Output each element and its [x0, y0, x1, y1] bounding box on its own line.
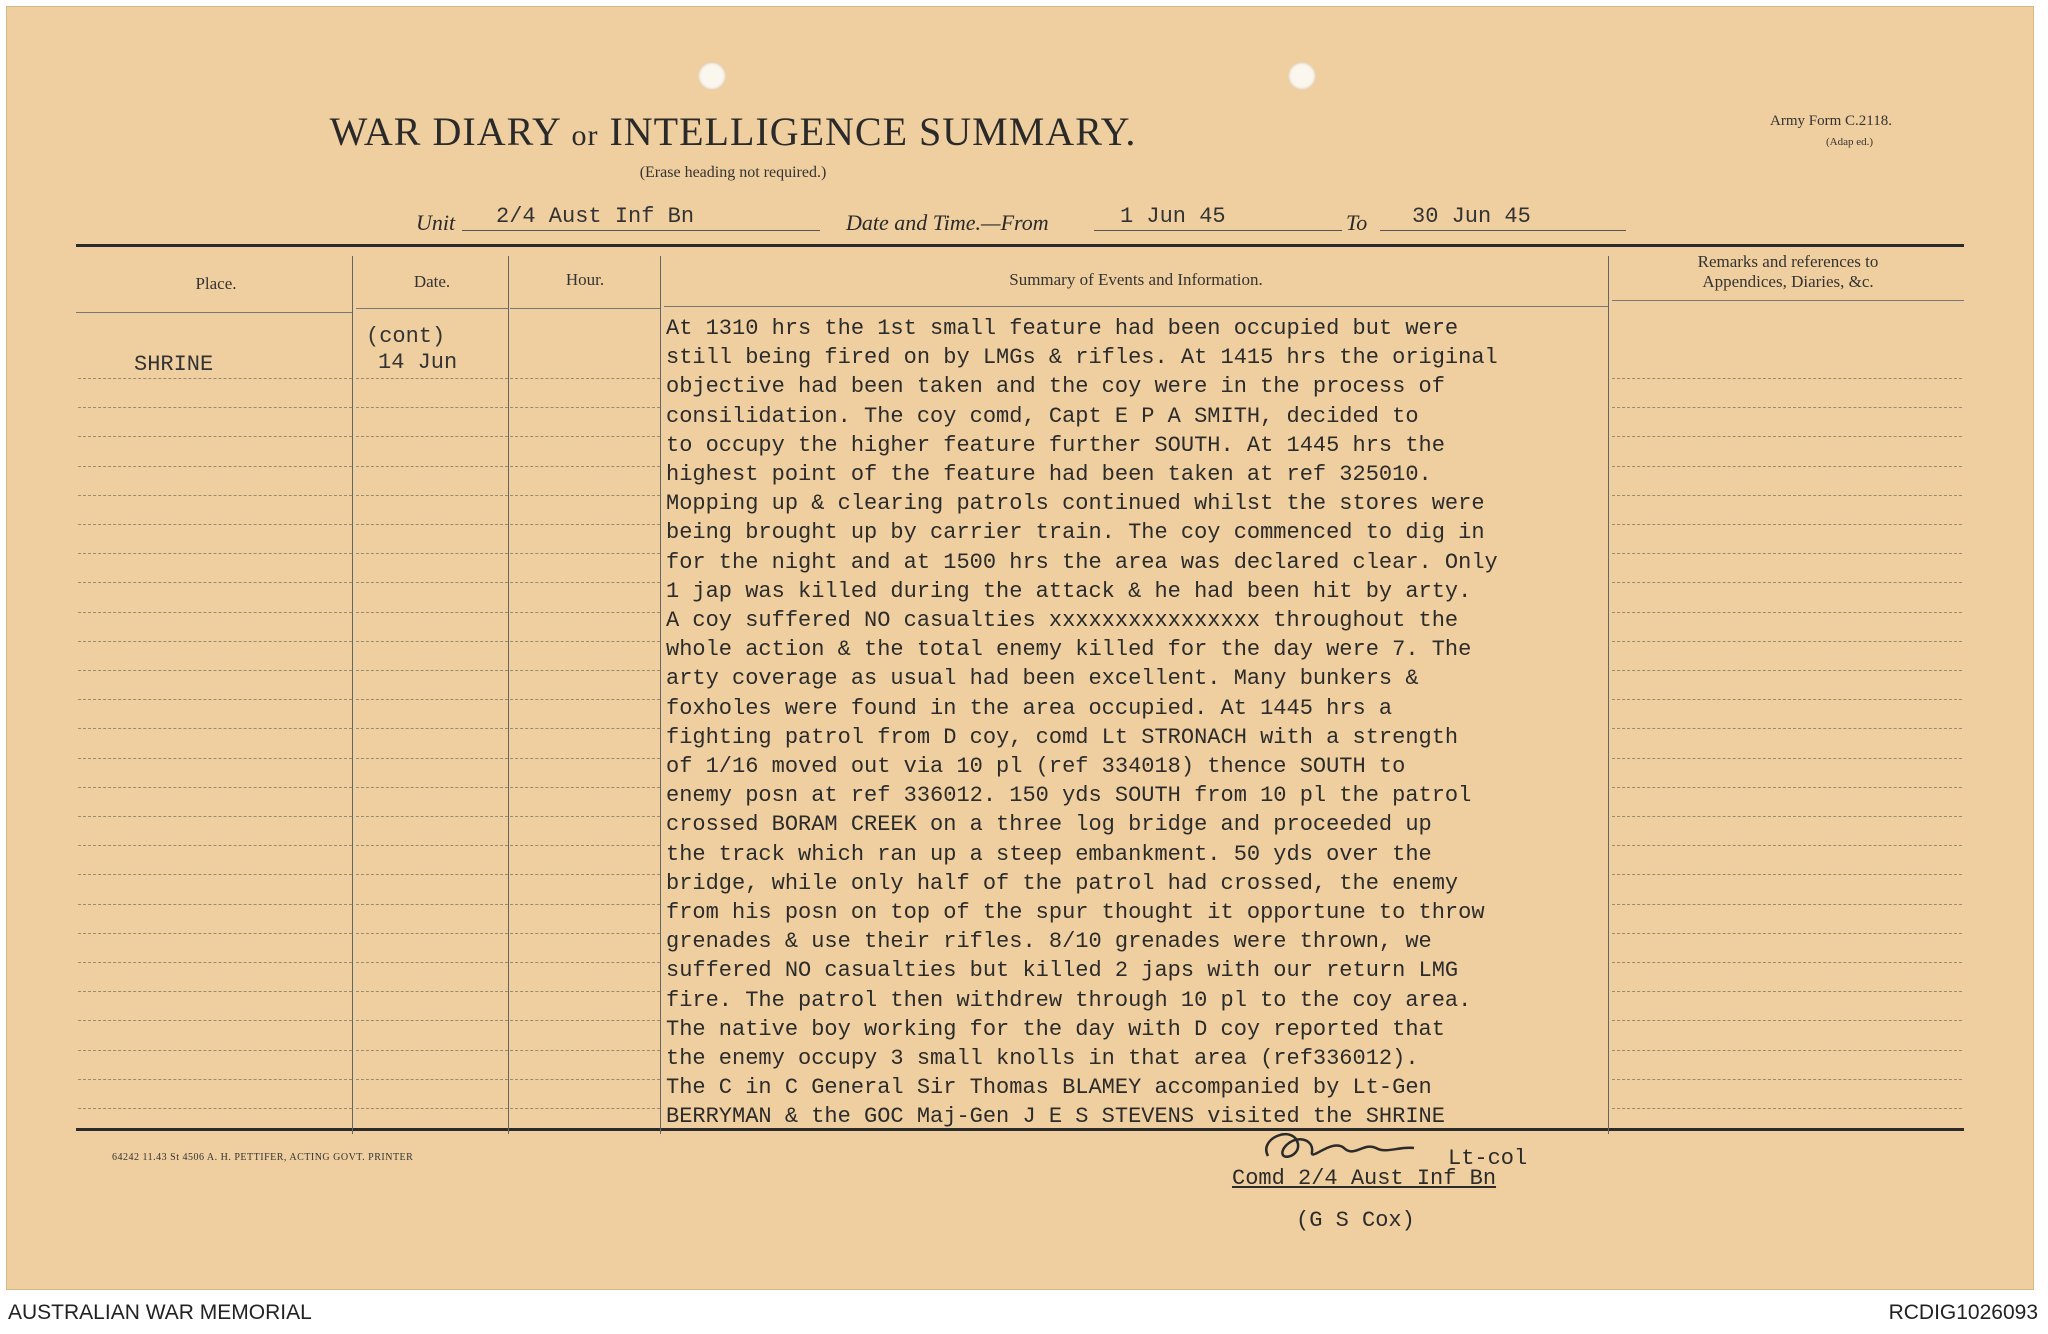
ruled-line [78, 1079, 352, 1080]
col-divider [508, 256, 509, 1134]
ruled-line [78, 378, 352, 379]
signature-name: (G S Cox) [1296, 1208, 1415, 1233]
ruled-line [78, 524, 352, 525]
ruled-line [356, 378, 508, 379]
ruled-line [1612, 670, 1962, 671]
ruled-line [1612, 553, 1962, 554]
ruled-line [356, 728, 508, 729]
header-place: Place. [195, 274, 237, 293]
to-label: To [1346, 210, 1368, 235]
unit-label: Unit [416, 210, 456, 235]
ruled-line [78, 904, 352, 905]
date-label: Date and Time.—From [846, 210, 1049, 235]
ruled-line [356, 495, 508, 496]
place-value: SHRINE [134, 352, 214, 377]
summary-line: Mopping up & clearing patrols continued whilst the stores were [666, 491, 1485, 517]
ruled-line [1612, 495, 1962, 496]
punch-hole [1288, 62, 1316, 90]
signature-comd: Comd 2/4 Aust Inf Bn [1232, 1166, 1497, 1191]
ruled-line [78, 1050, 352, 1051]
ruled-line [1612, 612, 1962, 613]
ruled-line [510, 436, 660, 437]
ruled-line [510, 378, 660, 379]
summary-line: A coy suffered NO casualties xxxxxxxxxxxxxxxx throughout the [666, 608, 1459, 634]
ruled-line [1612, 1020, 1962, 1021]
ruled-line [78, 495, 352, 496]
ruled-line [356, 904, 508, 905]
ruled-line [356, 407, 508, 408]
ruled-line [510, 904, 660, 905]
form-adapted: (Adap ed.) [1826, 136, 1874, 148]
ruled-line [1612, 962, 1962, 963]
header-date: Date. [413, 272, 451, 291]
ruled-line [78, 670, 352, 671]
ruled-line [510, 641, 660, 642]
summary-text [666, 314, 1626, 1132]
ruled-line [78, 962, 352, 963]
table-top-rule [76, 244, 1964, 247]
date-cont: (cont) [366, 324, 446, 349]
summary-line: bridge, while only half of the patrol had crossed, the enemy [666, 870, 1459, 896]
date-from: 1 Jun 45 [1120, 204, 1226, 229]
ruled-line [1612, 1079, 1962, 1080]
footer-right: RCDIG1026093 [1888, 1301, 2038, 1324]
ruled-line [356, 582, 508, 583]
ruled-line [510, 1079, 660, 1080]
summary-line: being brought up by carrier train. The coy commenced to dig in [666, 520, 1485, 546]
summary-line: arty coverage as usual had been excellent. Many bunkers & [666, 666, 1419, 692]
ruled-line [356, 1020, 508, 1021]
ruled-line [510, 524, 660, 525]
summary-line: to occupy the higher feature further SOUTH. At 1445 hrs the [666, 432, 1445, 458]
header-remarks-line2: Appendices, Diaries, &c. [1702, 272, 1874, 291]
ruled-line [356, 641, 508, 642]
ruled-line [78, 758, 352, 759]
ruled-line [1612, 845, 1962, 846]
col-divider [352, 256, 353, 1134]
ruled-line [510, 845, 660, 846]
ruled-line [1612, 466, 1962, 467]
ruled-line [510, 758, 660, 759]
ruled-line [1612, 699, 1962, 700]
header-rule [664, 306, 1608, 307]
summary-line: enemy posn at ref 336012. 150 yds SOUTH from 10 pl the patrol [666, 783, 1472, 809]
header-summary: Summary of Events and Information. [1009, 270, 1263, 289]
ruled-line [356, 933, 508, 934]
ruled-line [510, 466, 660, 467]
ruled-line [78, 991, 352, 992]
ruled-line [78, 612, 352, 613]
signature-rank: Lt-col [1448, 1146, 1528, 1171]
footer-left: AUSTRALIAN WAR MEMORIAL [8, 1301, 312, 1324]
ruled-line [510, 1050, 660, 1051]
date-value: 14 Jun [378, 350, 458, 375]
ruled-line [1612, 378, 1962, 379]
ruled-line [78, 1020, 352, 1021]
ruled-line [356, 612, 508, 613]
ruled-line [356, 787, 508, 788]
ruled-line [510, 874, 660, 875]
ruled-line [1612, 1108, 1962, 1109]
ruled-line [78, 933, 352, 934]
ruled-line [1612, 787, 1962, 788]
ruled-line [1612, 874, 1962, 875]
punch-hole [698, 62, 726, 90]
ruled-line [1612, 933, 1962, 934]
ruled-line [356, 845, 508, 846]
ruled-line [356, 1079, 508, 1080]
ruled-line [1612, 991, 1962, 992]
ruled-line [356, 524, 508, 525]
printer-imprint: 64242 11.43 St 4506 A. H. PETTIFER, ACTING GOVT. PRINTER [112, 1152, 414, 1163]
summary-line: At 1310 hrs the 1st small feature had been occupied but were [666, 316, 1459, 341]
summary-line: The C in C General Sir Thomas BLAMEY accompanied by Lt-Gen [666, 1075, 1432, 1101]
ruled-line [78, 436, 352, 437]
summary-line: fire. The patrol then withdrew through 10 pl to the coy area. [666, 987, 1472, 1013]
ruled-line [78, 845, 352, 846]
ruled-line [510, 787, 660, 788]
ruled-line [356, 466, 508, 467]
ruled-line [78, 816, 352, 817]
ruled-line [356, 816, 508, 817]
unit-value: 2/4 Aust Inf Bn [496, 204, 695, 229]
ruled-line [1612, 524, 1962, 525]
summary-line: of 1/16 moved out via 10 pl (ref 334018) thence SOUTH to [666, 754, 1406, 780]
summary-line: foxholes were found in the area occupied. At 1445 hrs a [666, 695, 1393, 721]
ruled-line [1612, 904, 1962, 905]
ruled-line [356, 991, 508, 992]
summary-line: consilidation. The coy comd, Capt E P A SMITH, decided to [666, 403, 1419, 429]
ruled-line [1612, 728, 1962, 729]
ruled-line [510, 407, 660, 408]
ruled-line [510, 495, 660, 496]
ruled-line [356, 758, 508, 759]
header-hour: Hour. [565, 270, 605, 289]
erase-note: (Erase heading not required.) [639, 164, 827, 181]
summary-line: BERRYMAN & the GOC Maj-Gen J E S STEVENS visited the SHRINE [666, 1104, 1445, 1130]
summary-line: crossed BORAM CREEK on a three log bridge and proceeded up [666, 812, 1432, 838]
summary-line: the track which ran up a steep embankment. 50 yds over the [666, 841, 1432, 867]
summary-line: fighting patrol from D coy, comd Lt STRONACH with a strength [666, 724, 1459, 750]
header-rule [1612, 300, 1964, 301]
unit-underline [462, 230, 820, 231]
ruled-line [78, 641, 352, 642]
header-remarks-line1: Remarks and references to [1697, 252, 1879, 271]
ruled-line [1612, 1050, 1962, 1051]
ruled-line [78, 787, 352, 788]
summary-line: from his posn on top of the spur thought it opportune to throw [666, 900, 1485, 926]
ruled-line [78, 582, 352, 583]
ruled-line [510, 1020, 660, 1021]
ruled-line [510, 582, 660, 583]
summary-line: still being fired on by LMGs & rifles. At 1415 hrs the original [666, 345, 1498, 371]
ruled-line [510, 670, 660, 671]
ruled-line [356, 670, 508, 671]
ruled-line [356, 553, 508, 554]
ruled-line [510, 553, 660, 554]
summary-line: the enemy occupy 3 small knolls in that area (ref336012). [666, 1046, 1419, 1072]
ruled-line [1612, 758, 1962, 759]
ruled-line [510, 728, 660, 729]
ruled-line [78, 466, 352, 467]
ruled-line [78, 728, 352, 729]
ruled-line [510, 1108, 660, 1109]
ruled-line [356, 874, 508, 875]
ruled-line [356, 436, 508, 437]
date-to: 30 Jun 45 [1412, 204, 1531, 229]
summary-line: highest point of the feature had been taken at ref 325010. [666, 462, 1432, 488]
ruled-line [78, 1108, 352, 1109]
ruled-line [356, 1108, 508, 1109]
ruled-line [78, 407, 352, 408]
ruled-line [510, 962, 660, 963]
ruled-line [1612, 582, 1962, 583]
summary-line: 1 jap was killed during the attack & he had been hit by arty. [666, 578, 1472, 604]
ruled-line [1612, 641, 1962, 642]
ruled-line [356, 1050, 508, 1051]
ruled-line [356, 962, 508, 963]
ruled-line [510, 612, 660, 613]
col-divider [660, 256, 661, 1134]
summary-line: for the night and at 1500 hrs the area was declared clear. Only [666, 549, 1498, 575]
form-title: WAR DIARY or INTELLIGENCE SUMMARY. [329, 109, 1137, 154]
date-to-underline [1380, 230, 1626, 231]
form-number: Army Form C.2118. [1770, 113, 1892, 129]
ruled-line [510, 816, 660, 817]
ruled-line [510, 933, 660, 934]
summary-line: whole action & the total enemy killed for the day were 7. The [666, 637, 1472, 663]
summary-line: objective had been taken and the coy were in the process of [666, 374, 1445, 400]
summary-line: grenades & use their rifles. 8/10 grenades were thrown, we [666, 929, 1432, 955]
header-rule [76, 312, 352, 313]
summary-line: suffered NO casualties but killed 2 japs with our return LMG [666, 958, 1459, 984]
header-rule [356, 308, 508, 309]
ruled-line [78, 553, 352, 554]
summary-line: The native boy working for the day with D coy reported that [666, 1016, 1445, 1042]
date-from-underline [1094, 230, 1342, 231]
ruled-line [78, 699, 352, 700]
ruled-line [78, 874, 352, 875]
ruled-line [1612, 436, 1962, 437]
ruled-line [1612, 816, 1962, 817]
ruled-line [356, 699, 508, 700]
header-rule [510, 308, 660, 309]
ruled-line [510, 991, 660, 992]
ruled-line [510, 699, 660, 700]
ruled-line [1612, 407, 1962, 408]
